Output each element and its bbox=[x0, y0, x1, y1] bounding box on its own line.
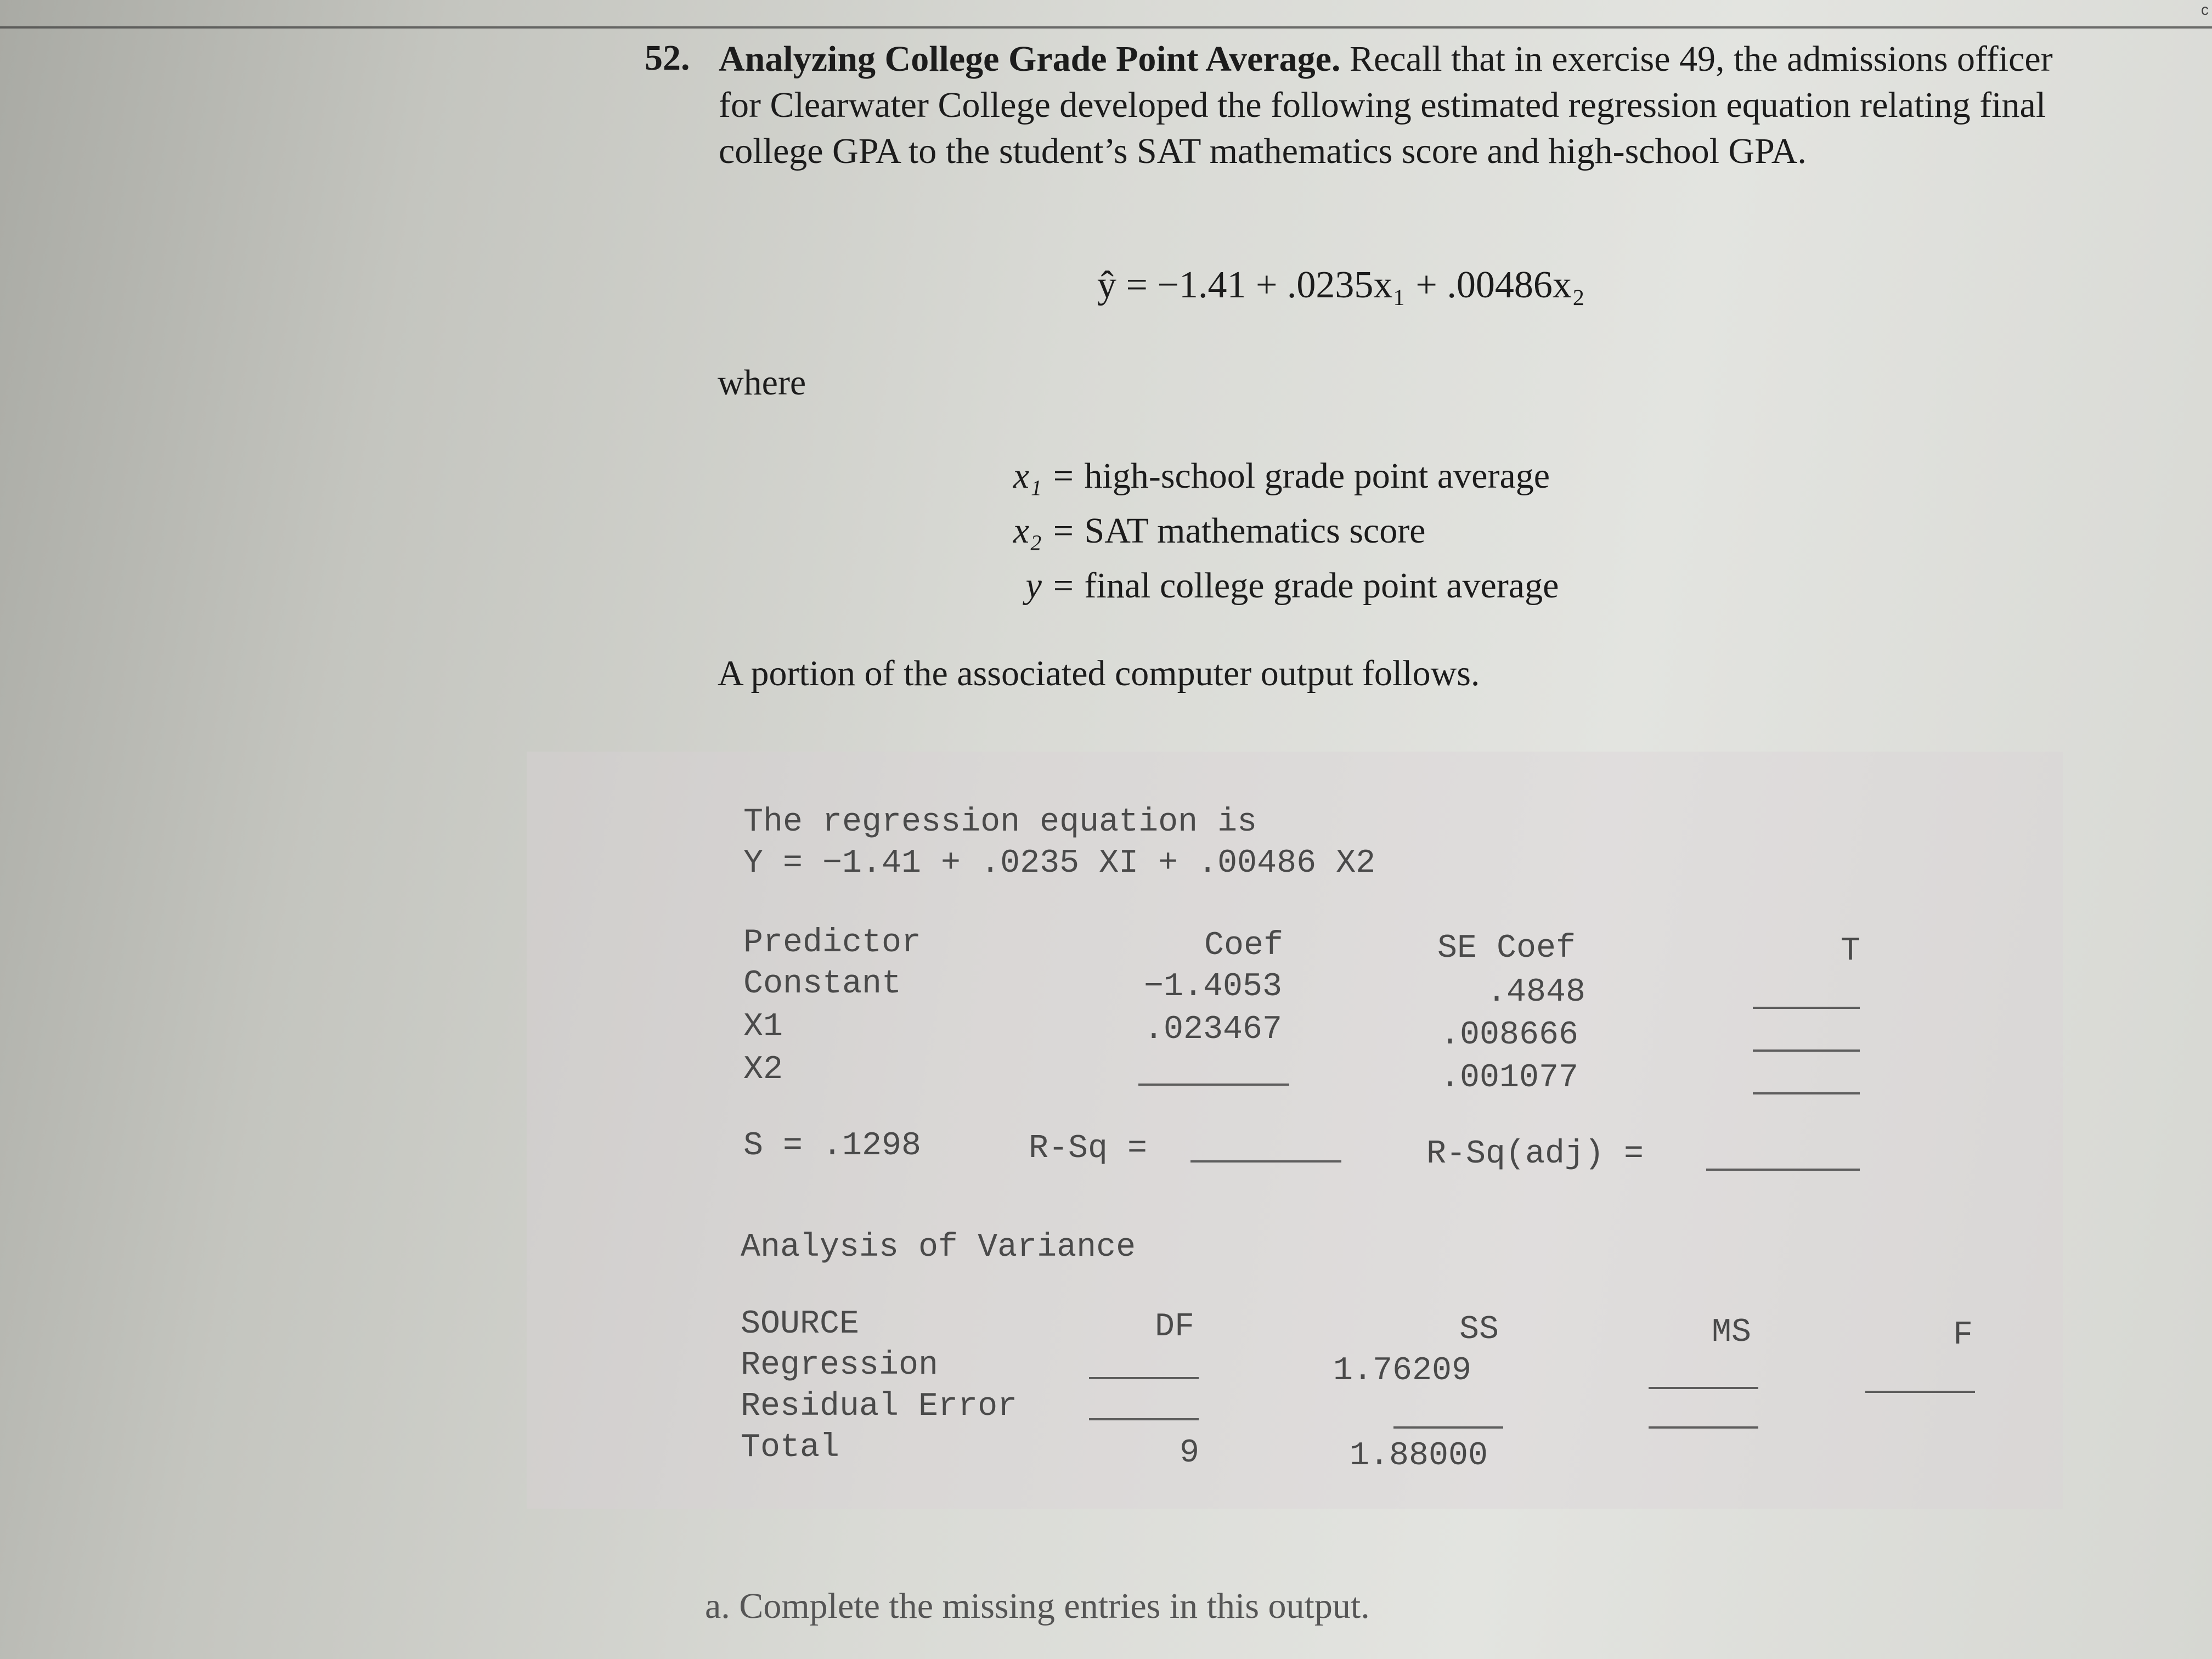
definition-var: x₁ = bbox=[1013, 456, 1075, 496]
anova-residual-ss-blank bbox=[1393, 1426, 1503, 1429]
row-x2-predictor: X2 bbox=[743, 1051, 783, 1088]
anova-residual-df-blank bbox=[1089, 1418, 1199, 1420]
rsq-blank bbox=[1190, 1160, 1341, 1163]
definition-var: y = bbox=[1025, 566, 1075, 606]
header-se-coef: SE Coef bbox=[1437, 930, 1576, 967]
anova-header-ms: MS bbox=[1712, 1314, 1752, 1351]
rsq-adj-blank bbox=[1706, 1169, 1860, 1171]
row-x1-t-blank bbox=[1753, 1049, 1860, 1052]
problem-text: Recall that in exercise 49, the admissions officer for Clearwater College developed the following estimated regression equation relating final college GPA to the student’s SAT mathematics score and high-school GPA. bbox=[719, 39, 2053, 171]
anova-regression-df-blank bbox=[1089, 1377, 1199, 1379]
output-heading: The regression equation is bbox=[743, 804, 1257, 841]
anova-regression-f-blank bbox=[1865, 1391, 1975, 1393]
corner-mark: c bbox=[2201, 1, 2209, 18]
anova-regression-ms-blank bbox=[1649, 1387, 1758, 1389]
row-x2-coef-blank bbox=[1138, 1084, 1289, 1086]
row-x1-predictor: X1 bbox=[743, 1008, 783, 1046]
anova-header-f: F bbox=[1953, 1317, 1973, 1354]
row-constant-coef: −1.4053 bbox=[1144, 968, 1283, 1006]
regression-equation: ŷ = −1.41 + .0235x₁ + .00486x₂ bbox=[1097, 264, 1585, 306]
row-constant-se: .4848 bbox=[1487, 974, 1586, 1011]
definition-var: x₂ = bbox=[1013, 511, 1075, 551]
anova-regression-source: Regression bbox=[741, 1347, 939, 1384]
definition-x2 bbox=[1004, 510, 1425, 552]
anova-header-source: SOURCE bbox=[741, 1306, 860, 1343]
definition-desc: high-school grade point average bbox=[1084, 456, 1550, 496]
header-predictor: Predictor bbox=[743, 924, 922, 962]
anova-header-ss: SS bbox=[1459, 1311, 1499, 1348]
definition-y bbox=[1004, 565, 1559, 607]
header-t: T bbox=[1841, 933, 1861, 970]
rsq-adj-label: R-Sq(adj) = bbox=[1426, 1136, 1644, 1173]
row-constant-t-blank bbox=[1753, 1007, 1860, 1009]
rsq-label: R-Sq = bbox=[1029, 1130, 1148, 1167]
row-x1-coef: .023467 bbox=[1144, 1011, 1283, 1048]
anova-regression-ss: 1.76209 bbox=[1333, 1352, 1472, 1390]
row-x2-t-blank bbox=[1753, 1092, 1860, 1094]
output-equation: Y = −1.41 + .0235 XI + .00486 X2 bbox=[743, 845, 1376, 882]
anova-header-df: DF bbox=[1155, 1308, 1195, 1346]
anova-residual-ms-blank bbox=[1649, 1426, 1758, 1429]
problem-number: 52. bbox=[645, 38, 690, 78]
portion-text: A portion of the associated computer output follows. bbox=[718, 653, 1480, 693]
footer-instruction: a. Complete the missing entries in this output. bbox=[705, 1586, 1370, 1626]
where-label: where bbox=[718, 363, 806, 403]
header-coef: Coef bbox=[1204, 927, 1284, 964]
page-top-rule bbox=[0, 26, 2212, 29]
row-x2-se: .001077 bbox=[1440, 1059, 1579, 1097]
row-constant-predictor: Constant bbox=[743, 966, 902, 1003]
anova-heading: Analysis of Variance bbox=[741, 1229, 1136, 1266]
anova-total-source: Total bbox=[741, 1429, 840, 1466]
anova-residual-source: Residual Error bbox=[741, 1388, 1018, 1425]
s-value: S = .1298 bbox=[743, 1127, 922, 1165]
definition-desc: SAT mathematics score bbox=[1084, 511, 1426, 551]
problem-title: Analyzing College Grade Point Average. bbox=[719, 39, 1341, 79]
row-x1-se: .008666 bbox=[1440, 1017, 1579, 1054]
definition-x1 bbox=[1004, 455, 1550, 497]
definition-desc: final college grade point average bbox=[1084, 566, 1559, 606]
anova-total-ss: 1.88000 bbox=[1350, 1437, 1488, 1475]
anova-total-df: 9 bbox=[1180, 1435, 1200, 1472]
problem-paragraph bbox=[719, 36, 2074, 174]
